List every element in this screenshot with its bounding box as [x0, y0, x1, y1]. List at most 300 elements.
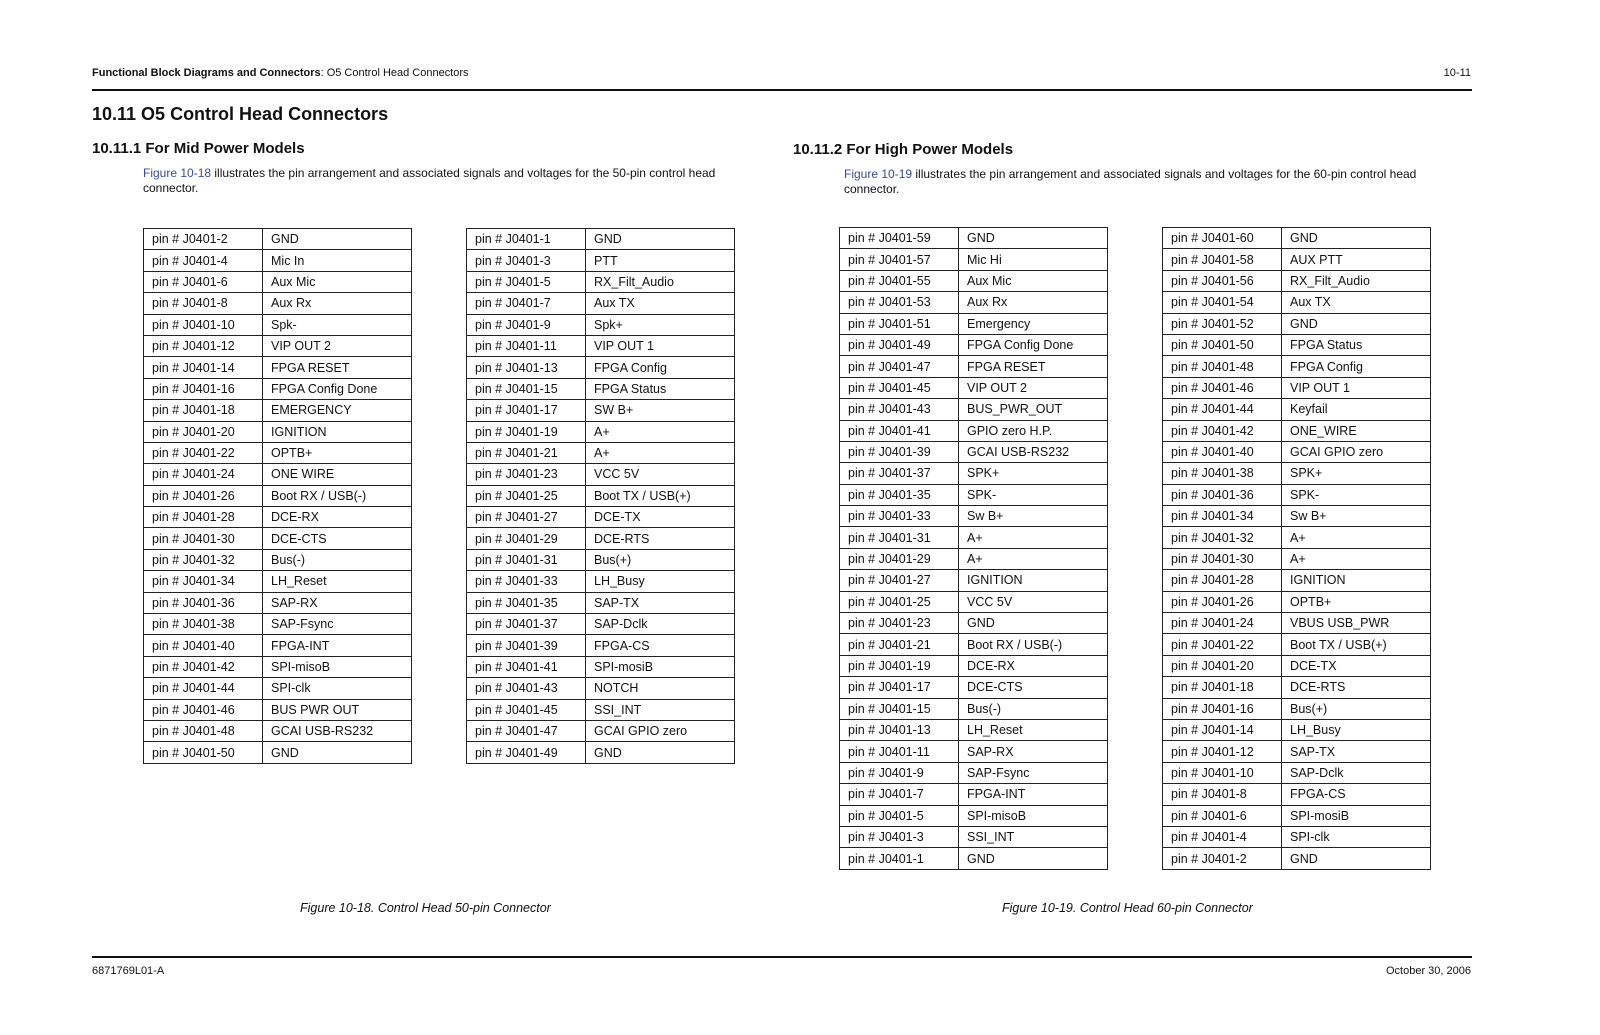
table-row	[1163, 399, 1431, 420]
pin-number-cell: pin # J0401-47	[467, 720, 586, 741]
pin-number-cell: pin # J0401-33	[467, 571, 586, 592]
table-row	[1163, 441, 1431, 462]
signal-name-cell: Bus(+)	[586, 549, 735, 570]
signal-name-cell: GND	[263, 229, 412, 250]
pin-number-cell: pin # J0401-17	[840, 677, 959, 698]
table-row	[1163, 762, 1431, 783]
signal-name-cell: A+	[959, 548, 1108, 569]
table-row	[467, 378, 735, 399]
signal-name-cell: BUS PWR OUT	[263, 699, 412, 720]
signal-name-cell: SW B+	[586, 400, 735, 421]
signal-name-cell: SSI_INT	[586, 699, 735, 720]
pin-number-cell: pin # J0401-46	[1163, 377, 1282, 398]
pin-number-cell: pin # J0401-18	[144, 400, 263, 421]
table-row	[467, 229, 735, 250]
table-row	[144, 635, 412, 656]
table-row	[1163, 249, 1431, 270]
signal-name-cell: ONE_WIRE	[1282, 420, 1431, 441]
signal-name-cell: LH_Reset	[263, 571, 412, 592]
signal-name-cell: A+	[959, 527, 1108, 548]
pin-number-cell: pin # J0401-42	[1163, 420, 1282, 441]
table-row	[1163, 506, 1431, 527]
pin-number-cell: pin # J0401-17	[467, 400, 586, 421]
figure-10-18-caption: Figure 10-18. Control Head 50-pin Connector	[300, 901, 551, 915]
table-row	[1163, 228, 1431, 249]
table-row	[840, 356, 1108, 377]
signal-name-cell: SPK+	[1282, 463, 1431, 484]
signal-name-cell: SPK-	[959, 484, 1108, 505]
signal-name-cell: GPIO zero H.P.	[959, 420, 1108, 441]
signal-name-cell: VIP OUT 1	[1282, 377, 1431, 398]
signal-name-cell: Aux Rx	[959, 292, 1108, 313]
table-row	[840, 634, 1108, 655]
table-row	[467, 656, 735, 677]
table-row	[467, 464, 735, 485]
pin-number-cell: pin # J0401-35	[467, 592, 586, 613]
signal-name-cell: SPI-misoB	[263, 656, 412, 677]
pin-number-cell: pin # J0401-24	[1163, 613, 1282, 634]
high-power-even-pin-table	[1162, 227, 1431, 870]
table-row	[840, 826, 1108, 847]
pin-number-cell: pin # J0401-5	[840, 805, 959, 826]
signal-name-cell: A+	[1282, 548, 1431, 569]
pin-number-cell: pin # J0401-53	[840, 292, 959, 313]
pin-number-cell: pin # J0401-14	[1163, 719, 1282, 740]
pin-number-cell: pin # J0401-11	[840, 741, 959, 762]
table-row	[840, 506, 1108, 527]
signal-name-cell: GND	[263, 742, 412, 763]
signal-name-cell: Bus(-)	[263, 549, 412, 570]
pin-number-cell: pin # J0401-44	[1163, 399, 1282, 420]
table-row	[840, 313, 1108, 334]
pin-number-cell: pin # J0401-5	[467, 271, 586, 292]
pin-number-cell: pin # J0401-45	[840, 377, 959, 398]
signal-name-cell: DCE-CTS	[959, 677, 1108, 698]
table-row	[144, 250, 412, 271]
table-row	[840, 228, 1108, 249]
pin-number-cell: pin # J0401-60	[1163, 228, 1282, 249]
pin-number-cell: pin # J0401-8	[1163, 784, 1282, 805]
pin-number-cell: pin # J0401-43	[467, 678, 586, 699]
pin-number-cell: pin # J0401-13	[840, 719, 959, 740]
table-row	[467, 485, 735, 506]
pin-number-cell: pin # J0401-27	[840, 570, 959, 591]
signal-name-cell: VIP OUT 2	[959, 377, 1108, 398]
pin-number-cell: pin # J0401-35	[840, 484, 959, 505]
signal-name-cell: A+	[1282, 527, 1431, 548]
table-row	[144, 485, 412, 506]
table-row	[1163, 741, 1431, 762]
table-row	[144, 528, 412, 549]
signal-name-cell: VIP OUT 1	[586, 335, 735, 356]
table-row	[840, 762, 1108, 783]
signal-name-cell: GND	[1282, 313, 1431, 334]
pin-number-cell: pin # J0401-58	[1163, 249, 1282, 270]
signal-name-cell: BUS_PWR_OUT	[959, 399, 1108, 420]
signal-name-cell: GND	[1282, 228, 1431, 249]
pin-number-cell: pin # J0401-3	[840, 826, 959, 847]
signal-name-cell: DCE-RTS	[1282, 677, 1431, 698]
pin-number-cell: pin # J0401-41	[840, 420, 959, 441]
pin-number-cell: pin # J0401-51	[840, 313, 959, 334]
mid-power-heading: 10.11.1 For Mid Power Models	[92, 140, 305, 157]
signal-name-cell: FPGA-INT	[263, 635, 412, 656]
table-row	[1163, 334, 1431, 355]
signal-name-cell: FPGA Status	[586, 378, 735, 399]
pin-number-cell: pin # J0401-26	[144, 485, 263, 506]
pin-number-cell: pin # J0401-16	[144, 378, 263, 399]
signal-name-cell: GND	[1282, 848, 1431, 869]
pin-number-cell: pin # J0401-40	[144, 635, 263, 656]
signal-name-cell: Aux Mic	[263, 271, 412, 292]
table-row	[1163, 826, 1431, 847]
table-row	[1163, 677, 1431, 698]
signal-name-cell: LH_Reset	[959, 719, 1108, 740]
signal-name-cell: SAP-RX	[959, 741, 1108, 762]
pin-number-cell: pin # J0401-39	[467, 635, 586, 656]
pin-number-cell: pin # J0401-59	[840, 228, 959, 249]
signal-name-cell: VIP OUT 2	[263, 335, 412, 356]
signal-name-cell: DCE-RX	[959, 655, 1108, 676]
pin-number-cell: pin # J0401-6	[1163, 805, 1282, 826]
table-row	[840, 548, 1108, 569]
signal-name-cell: Mic In	[263, 250, 412, 271]
signal-name-cell: FPGA RESET	[959, 356, 1108, 377]
signal-name-cell: SPI-clk	[263, 678, 412, 699]
signal-name-cell: Emergency	[959, 313, 1108, 334]
pin-number-cell: pin # J0401-45	[467, 699, 586, 720]
table-row	[840, 463, 1108, 484]
pin-number-cell: pin # J0401-2	[1163, 848, 1282, 869]
pin-number-cell: pin # J0401-52	[1163, 313, 1282, 334]
signal-name-cell: LH_Busy	[1282, 719, 1431, 740]
pin-number-cell: pin # J0401-18	[1163, 677, 1282, 698]
signal-name-cell: FPGA-CS	[586, 635, 735, 656]
pin-number-cell: pin # J0401-21	[467, 442, 586, 463]
pin-number-cell: pin # J0401-44	[144, 678, 263, 699]
table-row	[144, 699, 412, 720]
signal-name-cell: SPI-mosiB	[586, 656, 735, 677]
table-row	[144, 742, 412, 763]
table-row	[144, 378, 412, 399]
table-row	[1163, 356, 1431, 377]
table-row	[467, 335, 735, 356]
pin-number-cell: pin # J0401-3	[467, 250, 586, 271]
signal-name-cell: IGNITION	[263, 421, 412, 442]
pin-number-cell: pin # J0401-34	[1163, 506, 1282, 527]
pin-number-cell: pin # J0401-36	[144, 592, 263, 613]
signal-name-cell: Boot TX / USB(+)	[586, 485, 735, 506]
signal-name-cell: FPGA Config Done	[959, 334, 1108, 355]
pin-number-cell: pin # J0401-21	[840, 634, 959, 655]
pin-number-cell: pin # J0401-50	[144, 742, 263, 763]
table-row	[144, 507, 412, 528]
pin-number-cell: pin # J0401-49	[467, 742, 586, 763]
signal-name-cell: A+	[586, 442, 735, 463]
pin-number-cell: pin # J0401-22	[1163, 634, 1282, 655]
signal-name-cell: SPI-clk	[1282, 826, 1431, 847]
pin-number-cell: pin # J0401-16	[1163, 698, 1282, 719]
signal-name-cell: Keyfail	[1282, 399, 1431, 420]
table-row	[1163, 719, 1431, 740]
mid-power-even-pin-table	[143, 228, 412, 764]
table-row	[1163, 377, 1431, 398]
signal-name-cell: SPI-mosiB	[1282, 805, 1431, 826]
signal-name-cell: DCE-TX	[586, 507, 735, 528]
table-row	[1163, 591, 1431, 612]
signal-name-cell: SAP-Dclk	[1282, 762, 1431, 783]
table-row	[1163, 292, 1431, 313]
signal-name-cell: IGNITION	[1282, 570, 1431, 591]
pin-number-cell: pin # J0401-19	[840, 655, 959, 676]
table-row	[467, 507, 735, 528]
pin-number-cell: pin # J0401-40	[1163, 441, 1282, 462]
signal-name-cell: SPK-	[1282, 484, 1431, 505]
signal-name-cell: Bus(+)	[1282, 698, 1431, 719]
table-row	[840, 249, 1108, 270]
signal-name-cell: DCE-RTS	[586, 528, 735, 549]
pin-number-cell: pin # J0401-38	[144, 614, 263, 635]
signal-name-cell: RX_Filt_Audio	[586, 271, 735, 292]
figure-10-18-link[interactable]: Figure 10-18	[143, 166, 212, 180]
table-row	[467, 357, 735, 378]
table-row	[1163, 784, 1431, 805]
signal-name-cell: VBUS USB_PWR	[1282, 613, 1431, 634]
pin-number-cell: pin # J0401-30	[1163, 548, 1282, 569]
pin-number-cell: pin # J0401-10	[1163, 762, 1282, 783]
signal-name-cell: SAP-TX	[586, 592, 735, 613]
signal-name-cell: GND	[959, 613, 1108, 634]
table-row	[840, 441, 1108, 462]
pin-number-cell: pin # J0401-15	[840, 698, 959, 719]
pin-number-cell: pin # J0401-31	[840, 527, 959, 548]
table-row	[144, 314, 412, 335]
signal-name-cell: Boot RX / USB(-)	[263, 485, 412, 506]
signal-name-cell: Sw B+	[959, 506, 1108, 527]
table-row	[1163, 655, 1431, 676]
pin-number-cell: pin # J0401-28	[1163, 570, 1282, 591]
signal-name-cell: OPTB+	[1282, 591, 1431, 612]
signal-name-cell: RX_Filt_Audio	[1282, 270, 1431, 291]
signal-name-cell: FPGA-INT	[959, 784, 1108, 805]
signal-name-cell: Aux Rx	[263, 293, 412, 314]
signal-name-cell: DCE-TX	[1282, 655, 1431, 676]
table-row	[467, 314, 735, 335]
pin-number-cell: pin # J0401-9	[840, 762, 959, 783]
table-row	[840, 399, 1108, 420]
signal-name-cell: GND	[586, 229, 735, 250]
table-row	[467, 549, 735, 570]
pin-number-cell: pin # J0401-12	[144, 335, 263, 356]
table-row	[1163, 484, 1431, 505]
pin-number-cell: pin # J0401-11	[467, 335, 586, 356]
pin-number-cell: pin # J0401-50	[1163, 334, 1282, 355]
pin-number-cell: pin # J0401-2	[144, 229, 263, 250]
signal-name-cell: ONE WIRE	[263, 464, 412, 485]
table-row	[840, 527, 1108, 548]
signal-name-cell: VCC 5V	[959, 591, 1108, 612]
signal-name-cell: FPGA Config Done	[263, 378, 412, 399]
pin-number-cell: pin # J0401-20	[144, 421, 263, 442]
pin-number-cell: pin # J0401-15	[467, 378, 586, 399]
high-power-odd-pin-table	[839, 227, 1108, 870]
table-row	[144, 592, 412, 613]
signal-name-cell: GND	[959, 848, 1108, 869]
pin-number-cell: pin # J0401-24	[144, 464, 263, 485]
signal-name-cell: EMERGENCY	[263, 400, 412, 421]
signal-name-cell: SPI-misoB	[959, 805, 1108, 826]
pin-number-cell: pin # J0401-14	[144, 357, 263, 378]
table-row	[1163, 634, 1431, 655]
pin-number-cell: pin # J0401-32	[144, 549, 263, 570]
table-row	[467, 528, 735, 549]
pin-number-cell: pin # J0401-37	[467, 614, 586, 635]
table-row	[467, 571, 735, 592]
table-row	[467, 678, 735, 699]
pin-number-cell: pin # J0401-32	[1163, 527, 1282, 548]
table-row	[144, 656, 412, 677]
table-row	[840, 420, 1108, 441]
table-row	[840, 377, 1108, 398]
table-row	[467, 271, 735, 292]
table-row	[1163, 420, 1431, 441]
signal-name-cell: SAP-RX	[263, 592, 412, 613]
pin-number-cell: pin # J0401-43	[840, 399, 959, 420]
signal-name-cell: GCAI USB-RS232	[263, 720, 412, 741]
signal-name-cell: NOTCH	[586, 678, 735, 699]
page-number: 10-11	[1443, 67, 1471, 79]
pin-number-cell: pin # J0401-46	[144, 699, 263, 720]
signal-name-cell: SAP-Dclk	[586, 614, 735, 635]
signal-name-cell: IGNITION	[959, 570, 1108, 591]
high-power-intro-text: illustrates the pin arrangement and associated signals and voltages for the 60-pin control head connector.	[844, 167, 1417, 196]
table-row	[467, 699, 735, 720]
signal-name-cell: FPGA Config	[586, 357, 735, 378]
pin-number-cell: pin # J0401-9	[467, 314, 586, 335]
pin-number-cell: pin # J0401-37	[840, 463, 959, 484]
table-row	[467, 592, 735, 613]
pin-number-cell: pin # J0401-29	[840, 548, 959, 569]
footer-rule	[92, 956, 1472, 958]
signal-name-cell: PTT	[586, 250, 735, 271]
signal-name-cell: Boot TX / USB(+)	[1282, 634, 1431, 655]
table-row	[467, 421, 735, 442]
pin-number-cell: pin # J0401-31	[467, 549, 586, 570]
table-row	[840, 741, 1108, 762]
pin-number-cell: pin # J0401-48	[1163, 356, 1282, 377]
pin-number-cell: pin # J0401-30	[144, 528, 263, 549]
table-row	[144, 720, 412, 741]
pin-number-cell: pin # J0401-7	[840, 784, 959, 805]
signal-name-cell: Spk+	[586, 314, 735, 335]
signal-name-cell: LH_Busy	[586, 571, 735, 592]
table-row	[144, 335, 412, 356]
pin-number-cell: pin # J0401-25	[467, 485, 586, 506]
table-row	[144, 614, 412, 635]
pin-number-cell: pin # J0401-8	[144, 293, 263, 314]
pin-number-cell: pin # J0401-28	[144, 507, 263, 528]
running-header	[92, 67, 469, 79]
table-row	[467, 293, 735, 314]
mid-power-odd-pin-table	[466, 228, 735, 764]
signal-name-cell: OPTB+	[263, 442, 412, 463]
document-date: October 30, 2006	[1385, 965, 1471, 977]
table-row	[1163, 805, 1431, 826]
signal-name-cell: GCAI USB-RS232	[959, 441, 1108, 462]
table-row	[840, 484, 1108, 505]
pin-number-cell: pin # J0401-57	[840, 249, 959, 270]
table-row	[840, 805, 1108, 826]
signal-name-cell: Sw B+	[1282, 506, 1431, 527]
signal-name-cell: VCC 5V	[586, 464, 735, 485]
header-rule	[92, 89, 1472, 91]
table-row	[144, 421, 412, 442]
signal-name-cell: SPK+	[959, 463, 1108, 484]
signal-name-cell: Boot RX / USB(-)	[959, 634, 1108, 655]
table-row	[144, 271, 412, 292]
pin-number-cell: pin # J0401-25	[840, 591, 959, 612]
signal-name-cell: Spk-	[263, 314, 412, 335]
table-row	[1163, 463, 1431, 484]
pin-number-cell: pin # J0401-33	[840, 506, 959, 527]
pin-number-cell: pin # J0401-54	[1163, 292, 1282, 313]
pin-number-cell: pin # J0401-49	[840, 334, 959, 355]
table-row	[840, 591, 1108, 612]
table-row	[840, 784, 1108, 805]
table-row	[144, 549, 412, 570]
table-row	[467, 614, 735, 635]
pin-number-cell: pin # J0401-20	[1163, 655, 1282, 676]
signal-name-cell: Aux Mic	[959, 270, 1108, 291]
table-row	[1163, 570, 1431, 591]
running-header-section: Functional Block Diagrams and Connectors	[92, 67, 321, 79]
signal-name-cell: GND	[959, 228, 1108, 249]
table-row	[467, 442, 735, 463]
signal-name-cell: FPGA Config	[1282, 356, 1431, 377]
pin-number-cell: pin # J0401-4	[1163, 826, 1282, 847]
signal-name-cell: Aux TX	[1282, 292, 1431, 313]
table-row	[144, 400, 412, 421]
table-row	[1163, 548, 1431, 569]
pin-number-cell: pin # J0401-1	[467, 229, 586, 250]
signal-name-cell: FPGA-CS	[1282, 784, 1431, 805]
table-row	[840, 292, 1108, 313]
table-row	[467, 400, 735, 421]
table-row	[1163, 313, 1431, 334]
table-row	[840, 570, 1108, 591]
document-number: 6871769L01-A	[92, 965, 165, 977]
table-row	[144, 464, 412, 485]
table-row	[144, 571, 412, 592]
pin-number-cell: pin # J0401-34	[144, 571, 263, 592]
signal-name-cell: SAP-TX	[1282, 741, 1431, 762]
table-row	[144, 357, 412, 378]
table-row	[1163, 698, 1431, 719]
mid-power-intro	[143, 166, 763, 196]
signal-name-cell: AUX PTT	[1282, 249, 1431, 270]
pin-number-cell: pin # J0401-23	[840, 613, 959, 634]
table-row	[144, 678, 412, 699]
table-row	[840, 613, 1108, 634]
high-power-heading: 10.11.2 For High Power Models	[793, 141, 1014, 158]
pin-number-cell: pin # J0401-6	[144, 271, 263, 292]
signal-name-cell: Aux TX	[586, 293, 735, 314]
table-row	[840, 270, 1108, 291]
figure-10-19-link[interactable]: Figure 10-19	[844, 167, 913, 181]
table-row	[840, 677, 1108, 698]
pin-number-cell: pin # J0401-12	[1163, 741, 1282, 762]
pin-number-cell: pin # J0401-55	[840, 270, 959, 291]
